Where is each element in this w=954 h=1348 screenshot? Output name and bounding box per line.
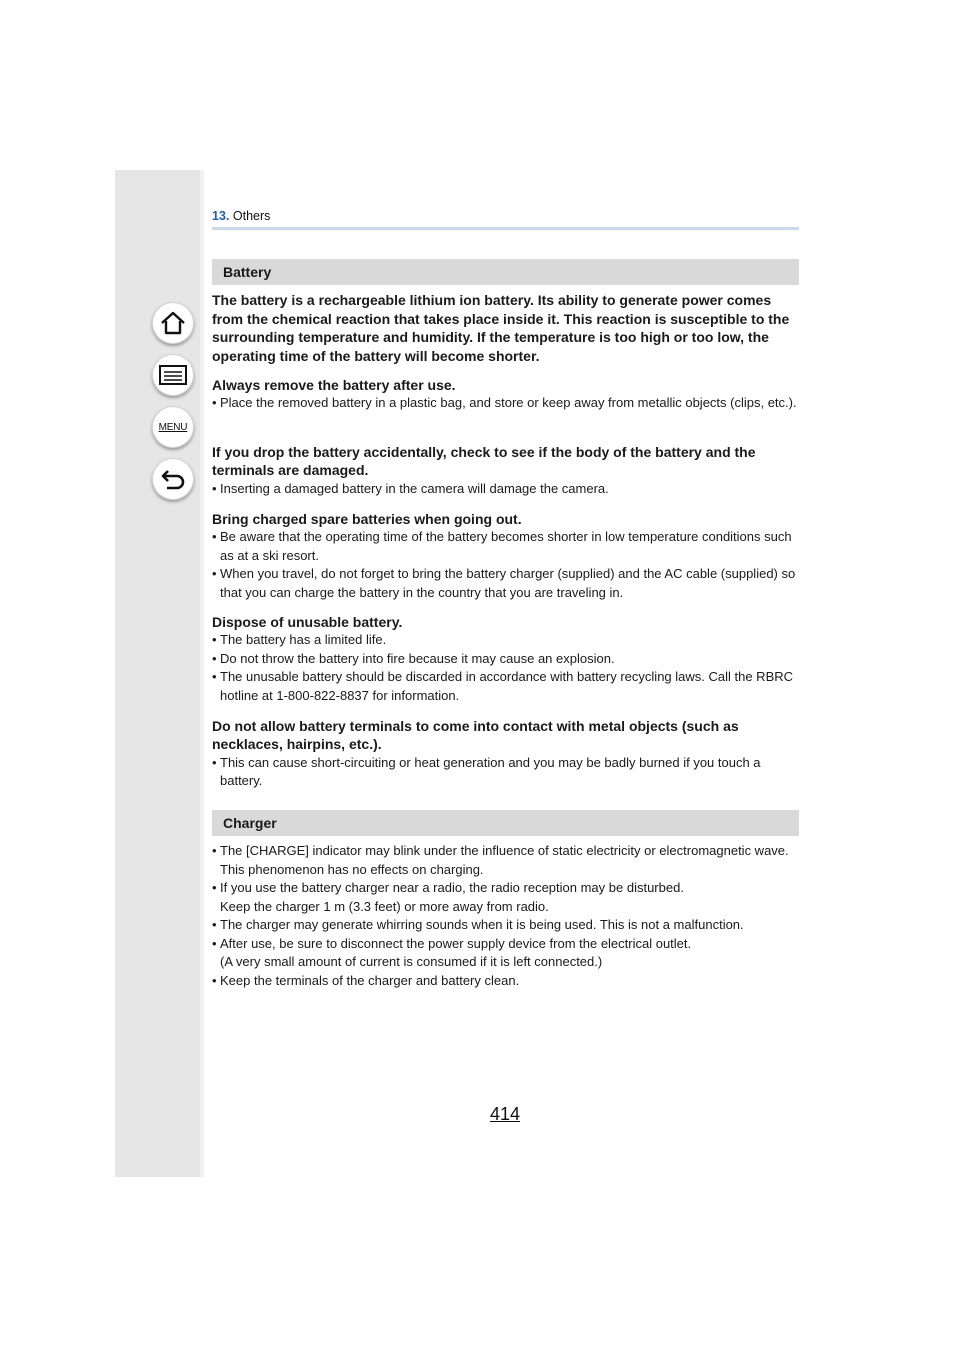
return-icon [159,465,187,493]
section-heading: Dispose of unusable battery. [212,614,403,630]
bullet-item: • Inserting a damaged battery in the camera will damage the camera. [212,480,609,496]
list-icon [158,363,188,387]
bullet-item: • Do not throw the battery into fire because it may cause an explosion. [212,650,615,666]
section-heading: Bring charged spare batteries when going out. [212,511,522,527]
battery-section-title: Battery [212,259,799,285]
bullet-item: • The unusable battery should be discarded in accordance with battery recycling laws. Call the RBRC hotline at 1-800-822-8837 for information. [212,669,794,703]
battery-section-3 [212,510,799,602]
bullet-continuation: (A very small amount of current is consumed if it is left connected.) [220,954,603,969]
page-number: 414 [490,1104,521,1124]
bullet-continuation: Keep the charger 1 m (3.3 feet) or more away from radio. [220,898,549,914]
battery-section-4 [212,613,799,705]
bullet-item: • When you travel, do not forget to bring the battery charger (supplied) and the AC cable (supplied) so that you can charge the battery in the country that you are traveling in. [212,566,796,600]
charger-notes [212,842,799,990]
menu-label: MENU [158,421,188,433]
bullet-item: • Keep the terminals of the charger and battery clean. [212,972,520,988]
section-heading: Do not allow battery terminals to come into contact with metal objects (such as necklaces, hairpins, etc.). [212,718,739,753]
contents-button[interactable] [152,354,194,396]
battery-section-5 [212,717,799,791]
sidebar-edge [200,170,204,1177]
header-rule [212,227,799,230]
battery-intro: The battery is a rechargeable lithium ion battery. Its ability to generate power comes from the chemical reaction that takes place inside it. This reaction is susceptible to the surrounding temperature and humidity. If the temperature is too high or too low, the operating time of the battery will become shorter. [212,292,790,364]
home-button[interactable] [152,302,194,344]
battery-section-2 [212,443,799,498]
chapter-title: Others [232,209,271,223]
chapter-number: 13. [212,209,230,223]
battery-section-1 [212,376,799,413]
bullet-item: • The charger may generate whirring sounds when it is being used. This is not a malfunction. [212,917,744,932]
bullet-item: • Be aware that the operating time of the battery becomes shorter in low temperature conditions such as at a ski resort. [212,529,792,563]
bullet-item: • The battery has a limited life. [212,632,387,648]
section-heading: If you drop the battery accidentally, check to see if the body of the battery and the terminals are damaged. [212,444,756,479]
section-heading: Always remove the battery after use. [212,377,456,393]
bullet-item: • After use, be sure to disconnect the power supply device from the electrical outlet. [212,935,692,951]
menu-button[interactable] [152,406,194,448]
breadcrumb [212,209,270,223]
bullet-item: • If you use the battery charger near a radio, the radio reception may be disturbed. [212,880,684,895]
home-icon [159,309,187,337]
bullet-item: • This can cause short-circuiting or heat generation and you may be badly burned if you touch a battery. [212,754,761,789]
back-button[interactable] [152,458,194,500]
bullet-item: • The [CHARGE] indicator may blink under the influence of static electricity or electromagnetic wave. This phenomenon has no effects on charging. [212,843,789,877]
bullet-item: • Place the removed battery in a plastic bag, and store or keep away from metallic objects (clips, etc.). [212,395,797,411]
charger-section-title: Charger [212,810,799,836]
